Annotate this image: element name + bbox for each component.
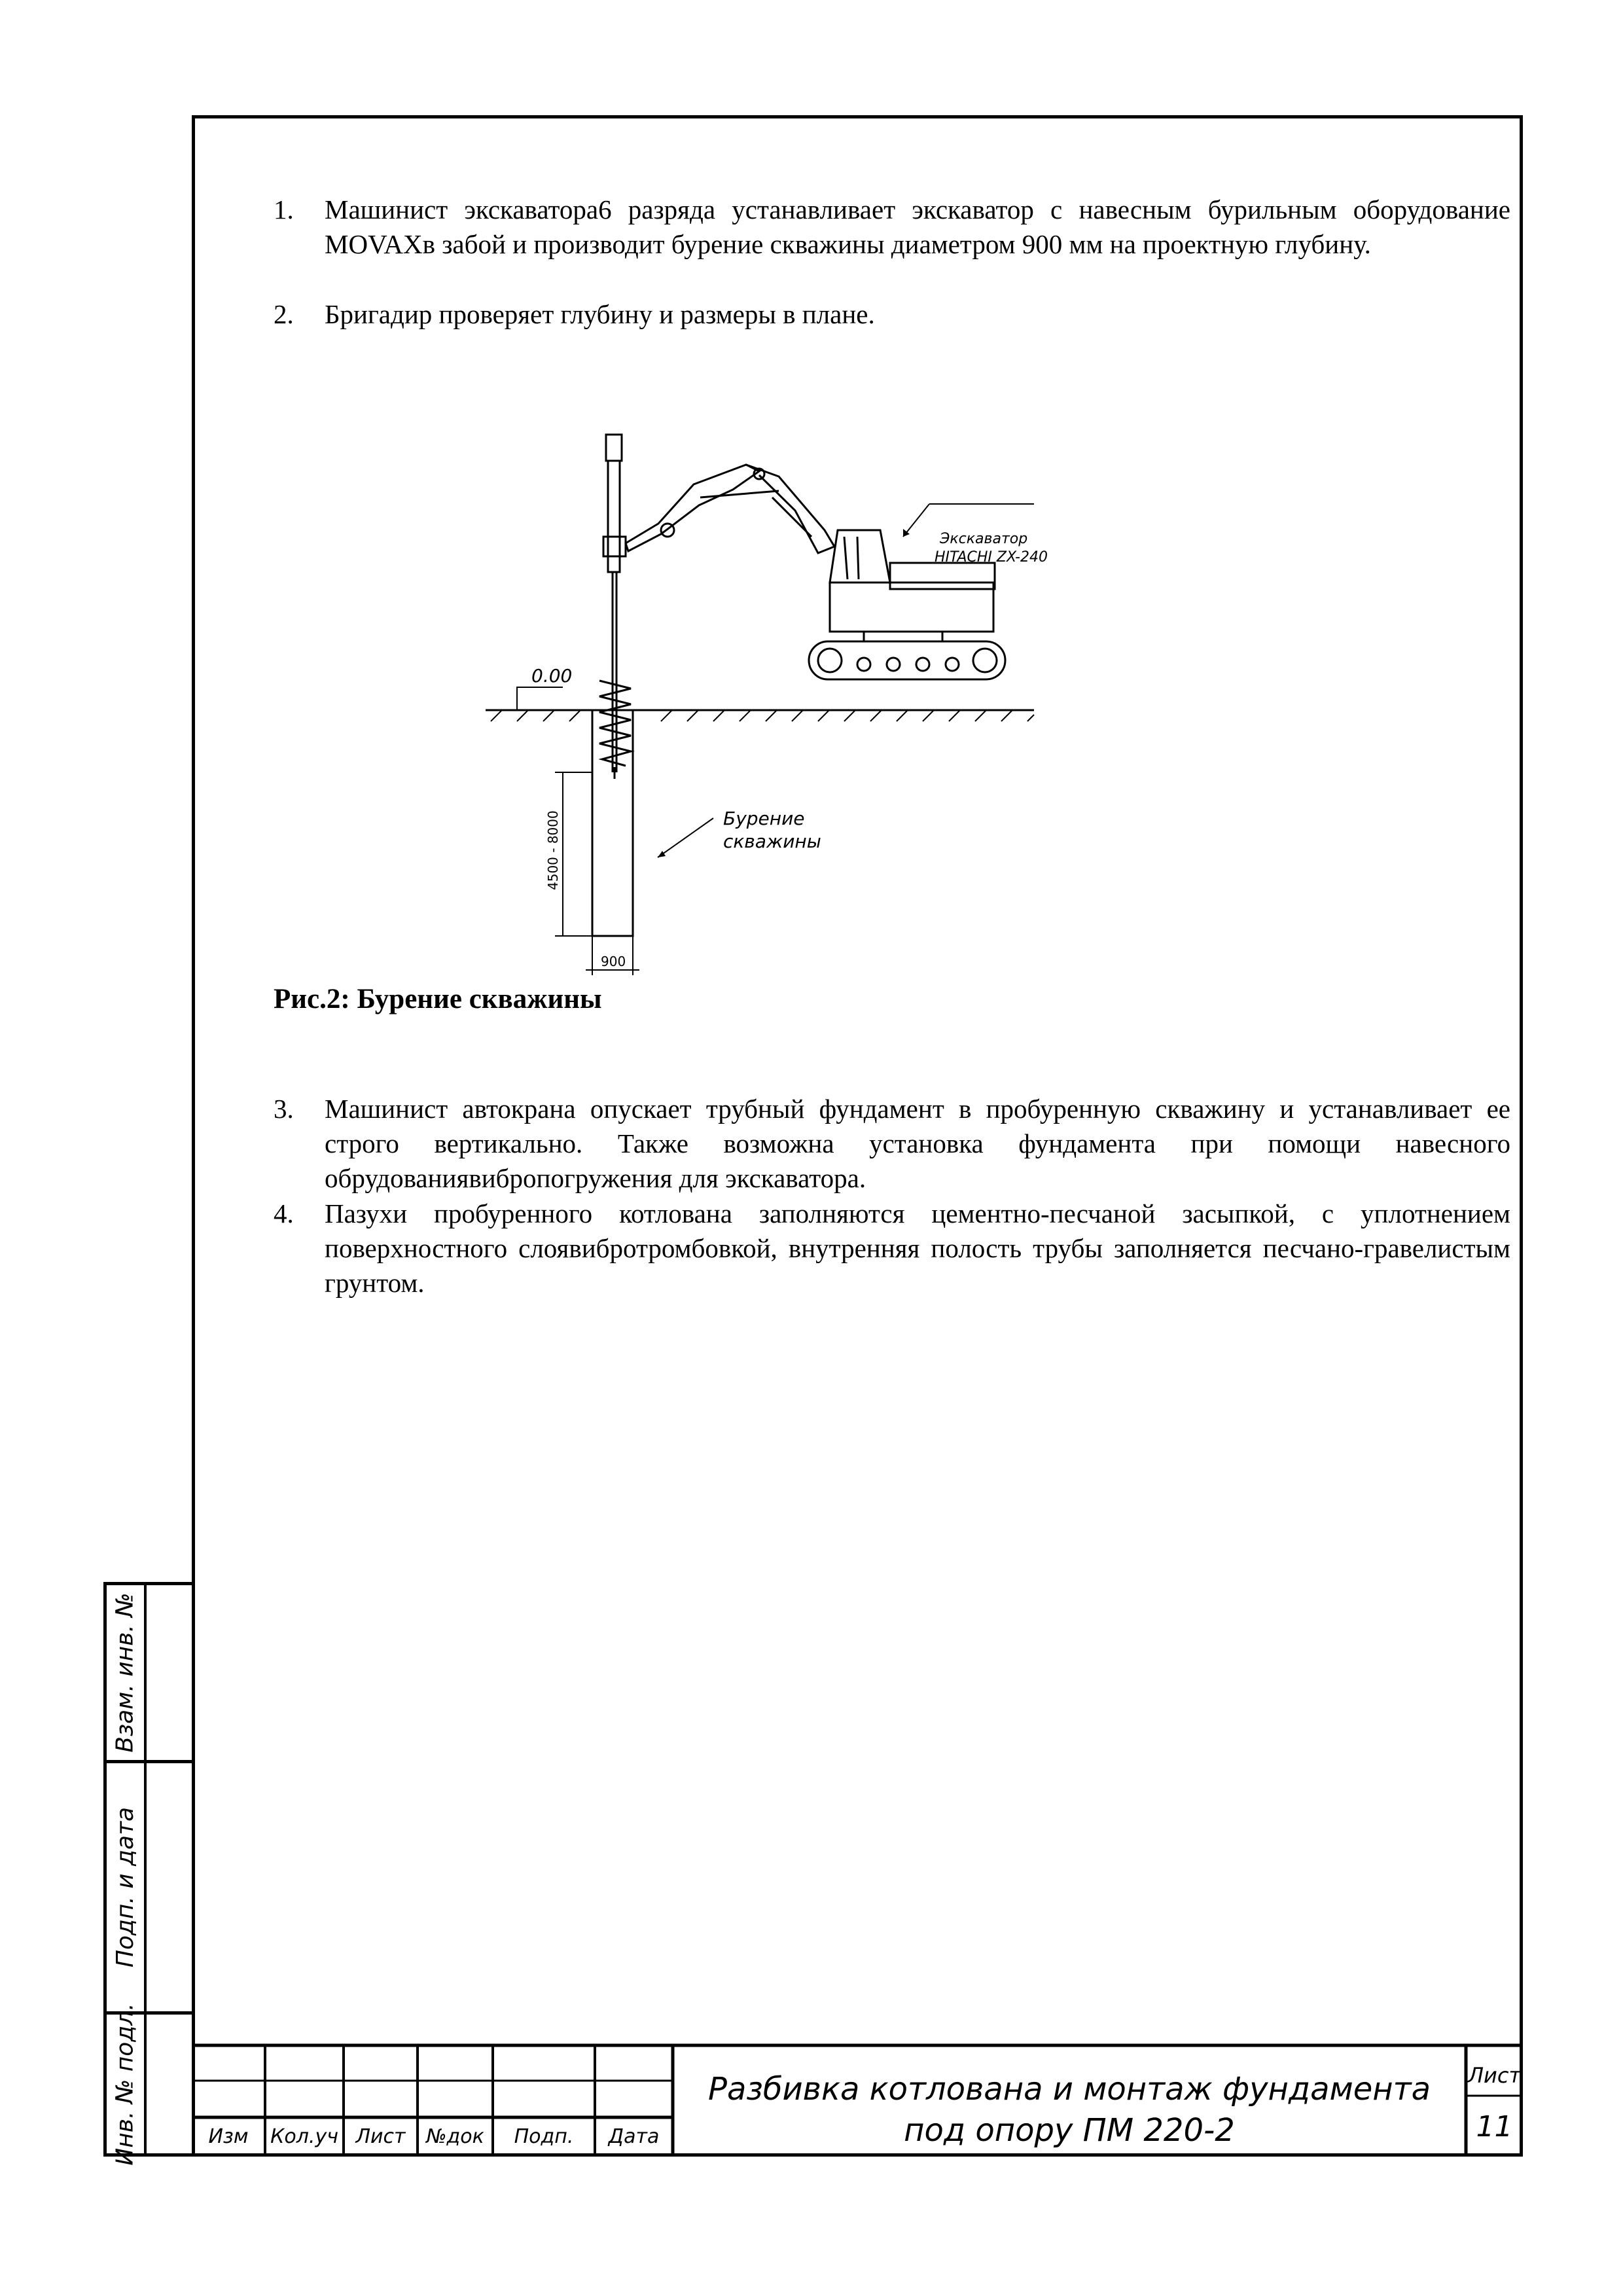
list-item-number: 2. xyxy=(274,299,294,329)
depth-label: 4500 - 8000 xyxy=(545,810,561,890)
list-item-text: Бригадир проверяет глубину и размеры в плане. xyxy=(325,299,875,329)
figure-caption: Рис.2: Бурение скважины xyxy=(274,984,602,1014)
list-item-text: Машинист автокрана опускает трубный фундамент в пробуренную скважину и устанавливает ее строго вертикально. Также возможна установка фундамента при помощи навесного обрудованиявибропогружения для экскаватора. xyxy=(325,1094,1510,1193)
drill-mast-top xyxy=(606,435,622,461)
drill-label-1: Бурение xyxy=(723,808,805,829)
excavator-leader xyxy=(903,504,929,537)
excavator-cab xyxy=(830,530,890,583)
list-item-3 xyxy=(274,1092,1520,1196)
list-item-4 xyxy=(274,1196,1520,1300)
list-item-text: Пазухи пробуренного котлована заполняются цементно-песчаной засыпкой, с уплотнением поверхностного слоявибротромбовкой, внутренняя полость трубы заполняется песчано-гравелистым грунтом. xyxy=(325,1198,1510,1298)
excavator-boom xyxy=(746,465,834,553)
drill-head xyxy=(603,537,626,556)
drilling-figure xyxy=(471,406,1093,982)
sheet-label: Лист xyxy=(1467,2063,1522,2088)
column-data: Дата xyxy=(608,2125,660,2148)
sheet-number: 11 xyxy=(1476,2110,1513,2144)
sidebar-label-inventory: Инв. № подл. xyxy=(112,2002,139,2166)
sidebar-row-inventory xyxy=(103,2002,195,2166)
sidebar-row-signature xyxy=(103,1760,195,2015)
excavator-tracks xyxy=(809,641,1005,679)
level-label: 0.00 xyxy=(531,665,573,687)
drill-leader-arrow xyxy=(658,851,666,857)
excavator-label-2: HITACHI ZX-240 xyxy=(935,549,1048,565)
document-title-line-2: под опору ПМ 220-2 xyxy=(904,2112,1235,2149)
sidebar-row-replacement xyxy=(103,1582,195,1763)
list-item-2 xyxy=(274,297,1520,332)
sidebar-label-signature: Подп. и дата xyxy=(112,1806,139,1968)
list-item-1 xyxy=(274,192,1520,262)
ground-hatching xyxy=(491,711,1034,721)
title-block xyxy=(192,2043,1523,2157)
column-izm: Изм xyxy=(208,2125,249,2148)
column-list: Лист xyxy=(355,2125,406,2148)
level-marker xyxy=(517,687,563,710)
excavator-arm xyxy=(626,465,759,551)
width-label: 900 xyxy=(601,954,626,969)
list-item-number: 4. xyxy=(274,1198,294,1229)
list-item-number: 1. xyxy=(274,194,294,224)
column-podp: Подп. xyxy=(514,2125,574,2148)
document-title-line-1: Разбивка котлована и монтаж фундамента xyxy=(708,2071,1431,2108)
column-kol-uch: Кол.уч xyxy=(270,2125,338,2148)
drill-label-2: скважины xyxy=(723,831,821,852)
column-ndok: №док xyxy=(426,2125,484,2148)
list-item-number: 3. xyxy=(274,1094,294,1124)
sidebar-stamps xyxy=(103,1582,195,2166)
sidebar-label-replacement: Взам. инв. № xyxy=(112,1592,139,1753)
excavator-label-1: Экскаватор xyxy=(940,531,1028,547)
drill-leader xyxy=(658,818,713,857)
list-item-text: Машинист экскаватора6 разряда устанавливает экскаватор с навесным бурильным оборудование MOVAXв забой и производит бурение скважины диаметром 900 мм на проектную глубину. xyxy=(325,194,1510,259)
